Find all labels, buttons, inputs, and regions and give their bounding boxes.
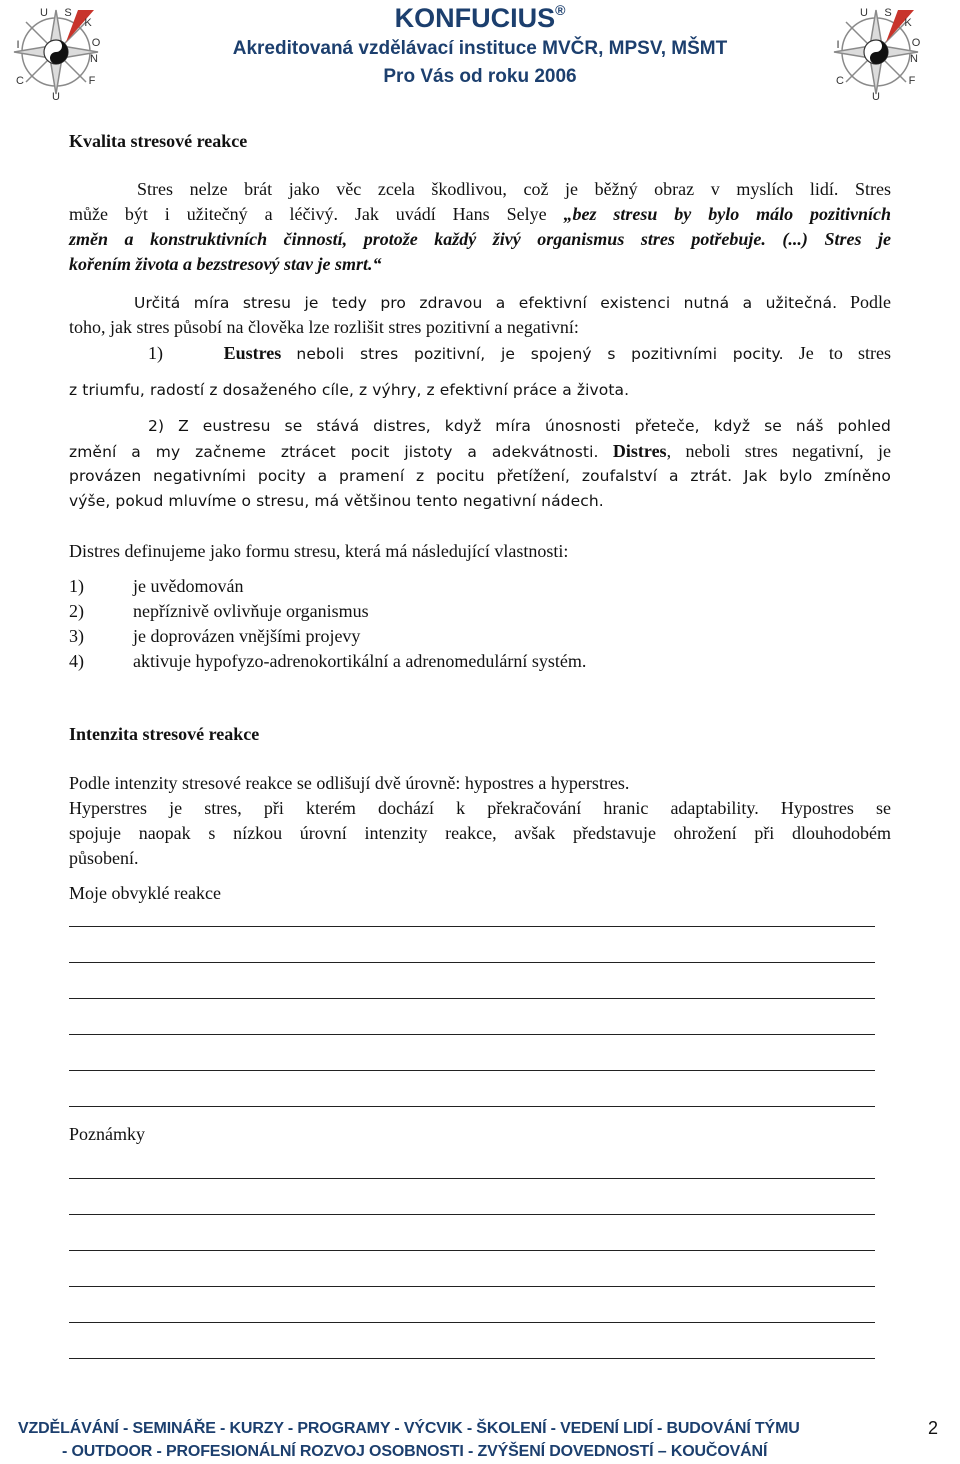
list-item: je uvědomován bbox=[133, 576, 244, 596]
header-subtitle: Akreditovaná vzdělávací instituce MVČR, MPSV, MŠMT bbox=[232, 38, 728, 59]
svg-text:F: F bbox=[88, 75, 96, 87]
write-line[interactable] bbox=[69, 1034, 875, 1035]
svg-text:N: N bbox=[910, 53, 918, 65]
konfucius-logo-right bbox=[826, 2, 926, 102]
distres-item: 2) Z eustresu se stává distres, když míra únosnosti přeteče, když se náš pohled bbox=[148, 417, 891, 435]
list-number: 4) bbox=[69, 651, 84, 671]
footer-line-2: - OUTDOOR - PROFESIONÁLNÍ ROZVOJ OSOBNOSTI - ZVÝŠENÍ DOVEDNOSTÍ – KOUČOVÁNÍ bbox=[62, 1443, 768, 1460]
page-number: 2 bbox=[928, 1418, 939, 1438]
notes-line[interactable] bbox=[69, 1358, 875, 1359]
svg-text:N: N bbox=[90, 53, 98, 65]
notes-line[interactable] bbox=[69, 1178, 875, 1179]
intensity-paragraph: Hyperstres je stres, při kterém dochází k překračování hranic adaptability. Hypostres se spojuje naopak s nízkou úrovní intenzity reakce, avšak představuje ohrožení při dlouhodobém působení. bbox=[69, 798, 891, 868]
notes-label: Poznámky bbox=[69, 1124, 145, 1144]
list-number: 2) bbox=[69, 601, 84, 621]
svg-text:S: S bbox=[884, 7, 892, 19]
eustres-item: 1) Eustres neboli stres pozitivní, je spojený s pozitivními pocity. Je to stres bbox=[148, 343, 892, 363]
svg-text:I: I bbox=[16, 39, 20, 51]
svg-text:C: C bbox=[836, 75, 844, 87]
list-item: aktivuje hypofyzo-adrenokortikální a adrenomedulární systém. bbox=[133, 651, 587, 671]
svg-text:C: C bbox=[16, 75, 24, 87]
svg-text:U: U bbox=[40, 7, 48, 19]
svg-text:U: U bbox=[872, 91, 880, 102]
intensity-line-1: Podle intenzity stresové reakce se odlišují dvě úrovně: hypostres a hyperstres. bbox=[69, 773, 630, 793]
svg-text:F: F bbox=[908, 75, 916, 87]
paragraph-measure: Určitá míra stresu je tedy pro zdravou a efektivní existenci nutná a užitečná. Podle bbox=[134, 292, 892, 312]
list-number: 1) bbox=[69, 576, 84, 596]
distres-item-cont: změní a my začneme ztrácet pocit jistoty a adekvátnosti. Distres, neboli stres negativní, je provázen negativními pocity a pramení z pocitu přetížení, zoufalství a ztrát. Jak bylo zmíněno výše, pokud mluvíme o stresu, má většinou tento negativní nádech. bbox=[69, 441, 892, 510]
paragraph-intro: Stres nelze brát jako věc zcela škodlivou, což je běžný obraz v myslích lidí. Stres bbox=[137, 179, 891, 199]
svg-text:U: U bbox=[860, 7, 868, 19]
footer-line-1: VZDĚLÁVÁNÍ - SEMINÁŘE - KURZY - PROGRAMY - VÝCVIK - ŠKOLENÍ - VEDENÍ LIDÍ - BUDOVÁNÍ TÝMU bbox=[18, 1420, 800, 1437]
svg-text:O: O bbox=[911, 37, 921, 49]
section-heading-quality: Kvalita stresové reakce bbox=[69, 131, 248, 151]
write-line[interactable] bbox=[69, 1106, 875, 1107]
eustres-item-cont: z triumfu, radostí z dosaženého cíle, z výhry, z efektivní práce a života. bbox=[69, 381, 630, 399]
svg-text:K: K bbox=[904, 17, 912, 29]
list-intro: Distres definujeme jako formu stresu, která má následující vlastnosti: bbox=[69, 541, 569, 561]
write-line[interactable] bbox=[69, 998, 875, 999]
list-item: nepříznivě ovlivňuje organismus bbox=[133, 601, 369, 621]
notes-line[interactable] bbox=[69, 1322, 875, 1323]
notes-line[interactable] bbox=[69, 1286, 875, 1287]
notes-line[interactable] bbox=[69, 1214, 875, 1215]
list-item: je doprovázen vnějšími projevy bbox=[133, 626, 361, 646]
svg-text:I: I bbox=[836, 39, 840, 51]
reactions-label: Moje obvyklé reakce bbox=[69, 883, 221, 903]
write-line[interactable] bbox=[69, 926, 875, 927]
write-line[interactable] bbox=[69, 962, 875, 963]
list-number: 3) bbox=[69, 626, 84, 646]
svg-text:O: O bbox=[91, 37, 101, 49]
konfucius-logo-left bbox=[6, 2, 106, 102]
notes-line[interactable] bbox=[69, 1250, 875, 1251]
paragraph-measure-cont: toho, jak stres působí na člověka lze rozlišit stres pozitivní a negativní: bbox=[69, 317, 579, 337]
section-heading-intensity: Intenzita stresové reakce bbox=[69, 724, 260, 744]
svg-text:K: K bbox=[84, 17, 92, 29]
svg-text:U: U bbox=[52, 91, 60, 102]
svg-text:S: S bbox=[64, 7, 72, 19]
write-line[interactable] bbox=[69, 1070, 875, 1071]
paragraph-selye: může být i užitečný a léčivý. Jak uvádí Hans Selye „bez stresu by bylo málo pozitivních změn a konstruktivních činností, protože každý živý organismus stres potřebuje. (...) Stres je kořením života a bezstresový stav je smrt.“ bbox=[69, 204, 892, 274]
header-since: Pro Vás od roku 2006 bbox=[383, 66, 577, 87]
header-title: KONFUCIUS® bbox=[394, 2, 566, 33]
